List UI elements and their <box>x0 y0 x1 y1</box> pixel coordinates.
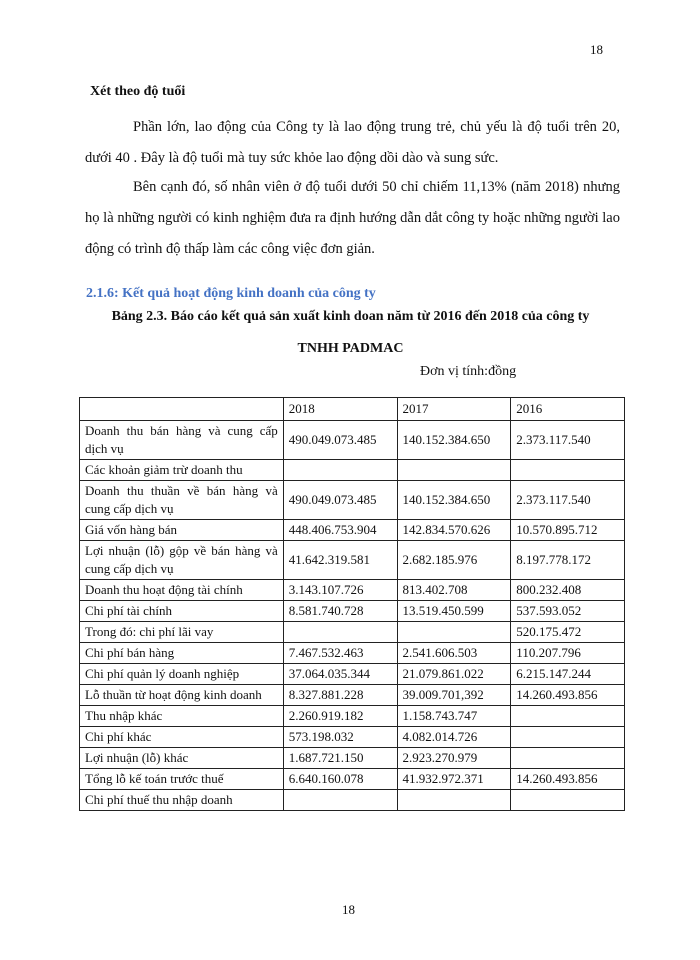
table-row-label: Chi phí khác <box>80 727 284 748</box>
table-row <box>80 520 625 541</box>
table-row-label: Chi phí thuế thu nhập doanh <box>80 790 284 811</box>
table-cell-value: 8.197.778.172 <box>511 541 625 580</box>
table-cell-value <box>511 790 625 811</box>
table-row <box>80 748 625 769</box>
table-cell-value: 21.079.861.022 <box>397 664 511 685</box>
subsection-heading: 2.1.6: Kết quả hoạt động kinh doanh của công ty <box>86 286 376 301</box>
table-row <box>80 541 625 580</box>
table-cell-value: 14.260.493.856 <box>511 685 625 706</box>
table-row <box>80 622 625 643</box>
table-cell-value <box>283 790 397 811</box>
table-caption-line2: TNHH PADMAC <box>297 341 404 356</box>
table-cell-value: 39.009.701,392 <box>397 685 511 706</box>
table-cell-value: 520.175.472 <box>511 622 625 643</box>
table-cell-value: 41.932.972.371 <box>397 769 511 790</box>
table-row-label: Trong đó: chi phí lãi vay <box>80 622 284 643</box>
business-results-table <box>79 397 625 811</box>
table-cell-value: 140.152.384.650 <box>397 421 511 460</box>
table-row-label: Các khoản giảm trừ doanh thu <box>80 460 284 481</box>
table-cell-value: 6.640.160.078 <box>283 769 397 790</box>
table-cell-value: 10.570.895.712 <box>511 520 625 541</box>
table-cell-value <box>397 790 511 811</box>
table-header-cell: 2017 <box>397 398 511 421</box>
table-cell-value: 2.923.270.979 <box>397 748 511 769</box>
table-cell-value: 2.541.606.503 <box>397 643 511 664</box>
table-cell-value: 110.207.796 <box>511 643 625 664</box>
page-number-bottom: 18 <box>342 902 355 917</box>
table-cell-value <box>511 706 625 727</box>
table-cell-value: 13.519.450.599 <box>397 601 511 622</box>
table-cell-value: 800.232.408 <box>511 580 625 601</box>
table-cell-value: 8.581.740.728 <box>283 601 397 622</box>
table-caption <box>78 306 623 360</box>
table-header-row <box>80 398 625 421</box>
table-row <box>80 481 625 520</box>
table-row <box>80 790 625 811</box>
table-row <box>80 727 625 748</box>
table-row <box>80 664 625 685</box>
paragraph-1 <box>85 112 620 174</box>
table-row-label: Doanh thu thuần về bán hàng và cung cấp dịch vụ <box>80 481 284 520</box>
table-cell-value: 2.373.117.540 <box>511 421 625 460</box>
table-row <box>80 643 625 664</box>
table-row <box>80 769 625 790</box>
table-cell-value: 2.373.117.540 <box>511 481 625 520</box>
table-row-label: Thu nhập khác <box>80 706 284 727</box>
table-caption-line1: Bảng 2.3. Báo cáo kết quả sản xuất kinh doan năm từ 2016 đến 2018 của công ty <box>111 309 590 324</box>
table-row-label: Doanh thu hoạt động tài chính <box>80 580 284 601</box>
paragraph-2-text: Bên cạnh đó, số nhân viên ở độ tuổi dưới 50 chỉ chiếm 11,13% (năm 2018) nhưng họ là những người có kinh nghiệm đưa ra định hướng dẫn dắt công ty hoặc những người lao động có trình độ thấp làm các công việc đơn giản. <box>85 179 620 257</box>
table-cell-value: 1.158.743.747 <box>397 706 511 727</box>
table-cell-value <box>283 622 397 643</box>
table-row <box>80 685 625 706</box>
table-cell-value: 6.215.147.244 <box>511 664 625 685</box>
table-cell-value: 8.327.881.228 <box>283 685 397 706</box>
table-row-label: Chi phí quản lý doanh nghiệp <box>80 664 284 685</box>
table-cell-value <box>511 748 625 769</box>
table-header-cell: 2016 <box>511 398 625 421</box>
table-cell-value: 41.642.319.581 <box>283 541 397 580</box>
table-row-label: Lợi nhuận (lỗ) gộp về bán hàng và cung cấp dịch vụ <box>80 541 284 580</box>
table-cell-value: 142.834.570.626 <box>397 520 511 541</box>
table-cell-value <box>397 622 511 643</box>
table-cell-value <box>511 460 625 481</box>
page-number-top: 18 <box>590 42 603 57</box>
table-cell-value <box>283 460 397 481</box>
table-row <box>80 421 625 460</box>
paragraph-1-text: Phần lớn, lao động của Công ty là lao động trung trẻ, chủ yếu là độ tuổi trên 20, dưới 40 . Đây là độ tuổi mà tuy sức khỏe lao động dồi dào và sung sức. <box>85 119 620 166</box>
unit-label: Đơn vị tính:đồng <box>420 364 517 379</box>
table-row-label: Lỗ thuần từ hoạt động kinh doanh <box>80 685 284 706</box>
table-cell-value: 140.152.384.650 <box>397 481 511 520</box>
table-header-cell <box>80 398 284 421</box>
table-cell-value: 7.467.532.463 <box>283 643 397 664</box>
table-cell-value <box>397 460 511 481</box>
table-cell-value: 1.687.721.150 <box>283 748 397 769</box>
table-row-label: Chi phí tài chính <box>80 601 284 622</box>
section-heading: Xét theo độ tuổi <box>90 84 186 99</box>
table-row-label: Chi phí bán hàng <box>80 643 284 664</box>
table-row-label: Doanh thu bán hàng và cung cấp dịch vụ <box>80 421 284 460</box>
table-cell-value: 2.260.919.182 <box>283 706 397 727</box>
table-row-label: Giá vốn hàng bán <box>80 520 284 541</box>
table-cell-value: 490.049.073.485 <box>283 421 397 460</box>
paragraph-2 <box>85 172 620 265</box>
table-cell-value: 537.593.052 <box>511 601 625 622</box>
table-cell-value: 490.049.073.485 <box>283 481 397 520</box>
table-row <box>80 580 625 601</box>
table-cell-value: 3.143.107.726 <box>283 580 397 601</box>
table-row-label: Lợi nhuận (lỗ) khác <box>80 748 284 769</box>
table-cell-value: 14.260.493.856 <box>511 769 625 790</box>
table-cell-value: 37.064.035.344 <box>283 664 397 685</box>
table-cell-value <box>511 727 625 748</box>
table-row-label: Tổng lỗ kế toán trước thuế <box>80 769 284 790</box>
table-cell-value: 4.082.014.726 <box>397 727 511 748</box>
table-cell-value: 813.402.708 <box>397 580 511 601</box>
table-row <box>80 601 625 622</box>
table-cell-value: 448.406.753.904 <box>283 520 397 541</box>
table-row <box>80 460 625 481</box>
table-cell-value: 573.198.032 <box>283 727 397 748</box>
table-row <box>80 706 625 727</box>
table-cell-value: 2.682.185.976 <box>397 541 511 580</box>
table-header-cell: 2018 <box>283 398 397 421</box>
